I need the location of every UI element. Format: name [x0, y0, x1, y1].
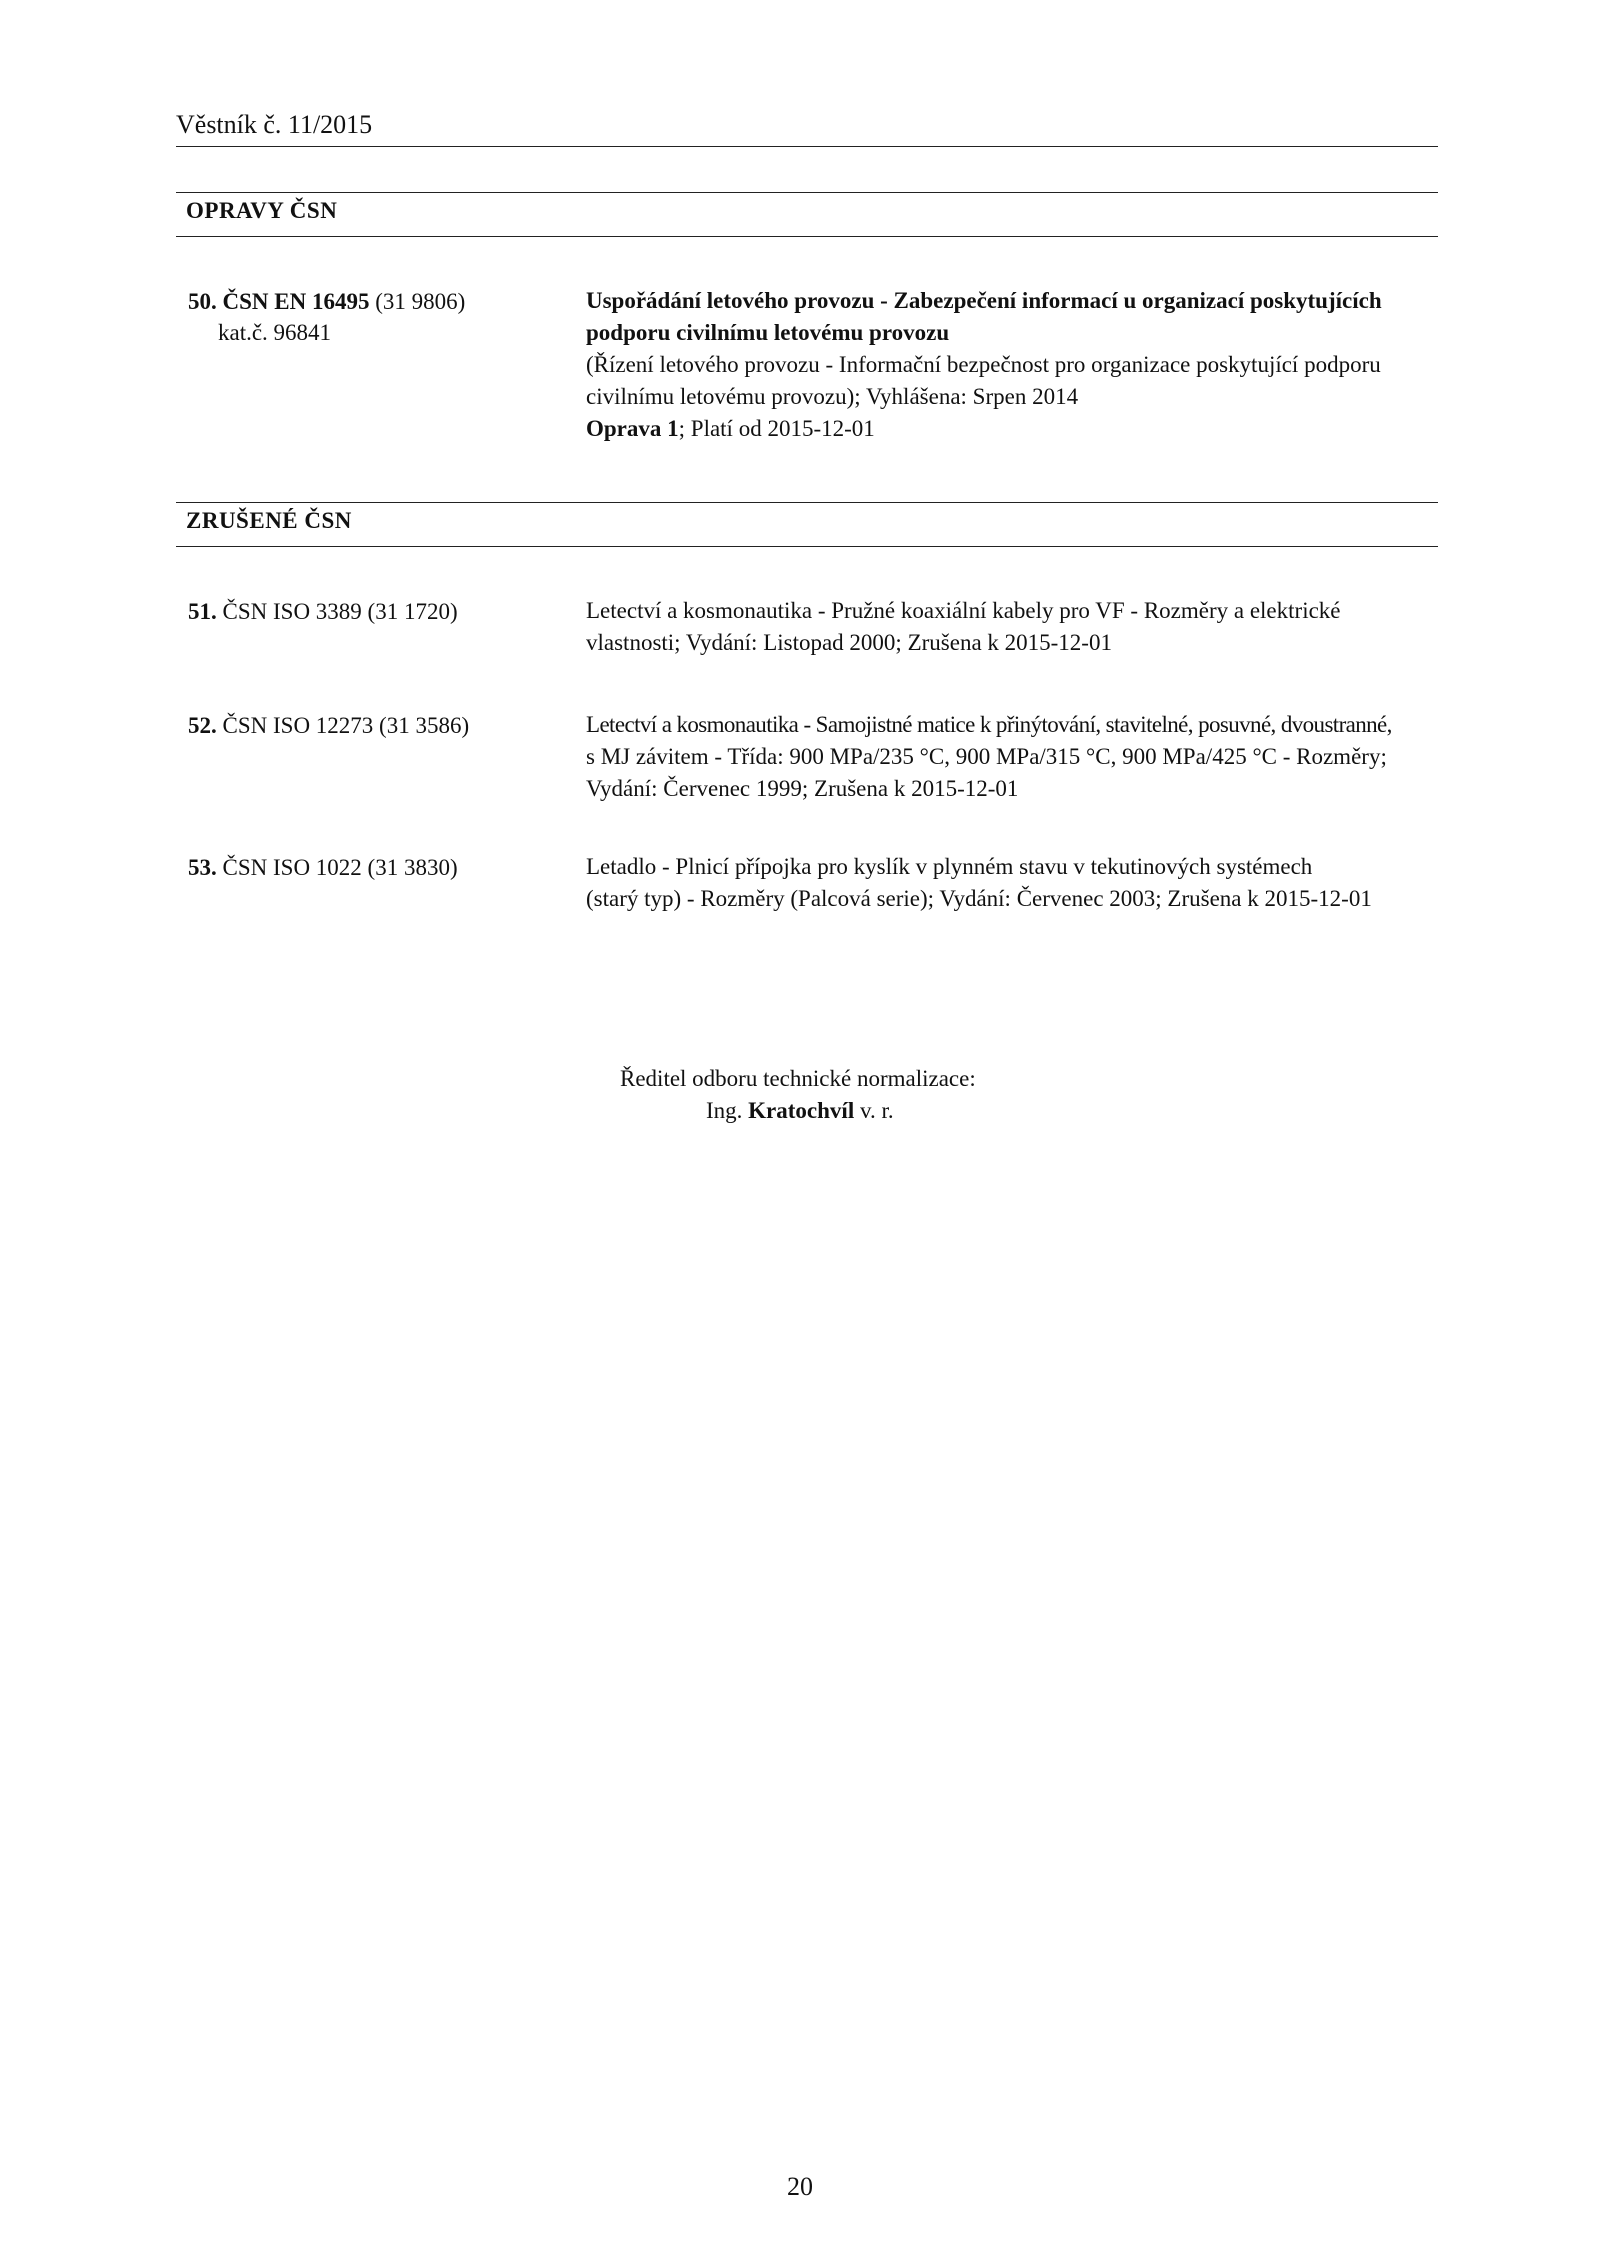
entry-code: ČSN ISO 3389 (31 1720)	[216, 599, 458, 624]
entry-number: 50.	[188, 289, 217, 314]
entry-code: ČSN ISO 1022 (31 3830)	[216, 855, 458, 880]
entry-52-description	[586, 709, 1438, 805]
section-title-zrusene: ZRUŠENÉ ČSN	[186, 508, 352, 533]
entry-desc-line: (Řízení letového provozu - Informační bezpečnost pro organizace poskytující podporu	[586, 352, 1381, 377]
entry-51-identifier	[188, 596, 458, 627]
signature-suffix: v. r.	[854, 1098, 894, 1123]
entry-number: 52.	[188, 713, 217, 738]
entry-correction-line	[586, 413, 1438, 445]
entry-desc-line: Letectví a kosmonautika - Samojistné matice k přinýtování, stavitelné, posuvné, dvoustranné,	[586, 712, 1392, 737]
entry-number: 51.	[188, 599, 217, 624]
header-rule	[176, 146, 1438, 147]
entry-desc-line: civilnímu letovému provozu); Vyhlášena: Srpen 2014	[586, 384, 1079, 409]
entry-code: ČSN EN 16495	[222, 289, 370, 314]
entry-desc-line: Letectví a kosmonautika - Pružné koaxiální kabely pro VF - Rozměry a elektrické	[586, 598, 1341, 623]
entry-title-line: podporu civilnímu letovému provozu	[586, 320, 950, 345]
entry-50-description	[586, 285, 1438, 445]
entry-desc-line: vlastnosti; Vydání: Listopad 2000; Zrušena k 2015-12-01	[586, 630, 1112, 655]
entry-53-identifier	[188, 852, 458, 883]
entry-catalog-number: kat.č. 96841	[218, 320, 332, 345]
signature-prefix: Ing.	[706, 1098, 749, 1123]
journal-header-title: Věstník č. 11/2015	[176, 110, 373, 139]
signature-name: Kratochvíl	[748, 1098, 855, 1123]
entry-50-identifier	[188, 286, 465, 348]
signature-name-line	[706, 1098, 894, 1124]
correction-label: Oprava 1	[586, 416, 679, 441]
entry-52-identifier	[188, 710, 469, 741]
entry-53-description	[586, 851, 1438, 915]
entry-class: (31 9806)	[369, 289, 466, 314]
entry-code: ČSN ISO 12273 (31 3586)	[216, 713, 470, 738]
section-rule-bottom	[176, 546, 1438, 547]
entry-title-line: Uspořádání letového provozu - Zabezpečení informací u organizací poskytujících	[586, 288, 1382, 313]
entry-desc-line: s MJ závitem - Třída: 900 MPa/235 °C, 900 MPa/315 °C, 900 MPa/425 °C - Rozměry;	[586, 744, 1387, 769]
entry-number: 53.	[188, 855, 217, 880]
entry-desc-line: Vydání: Červenec 1999; Zrušena k 2015-12-01	[586, 776, 1019, 801]
signature-role: Ředitel odboru technické normalizace:	[620, 1066, 976, 1091]
section-rule-bottom	[176, 236, 1438, 237]
section-rule-top	[176, 192, 1438, 193]
section-rule-top	[176, 502, 1438, 503]
entry-desc-line: (starý typ) - Rozměry (Palcová serie); Vydání: Červenec 2003; Zrušena k 2015-12-01	[586, 886, 1372, 911]
correction-validity: ; Platí od 2015-12-01	[678, 416, 875, 441]
section-title-opravy: OPRAVY ČSN	[186, 198, 338, 223]
page-number: 20	[787, 2172, 813, 2201]
entry-desc-line: Letadlo - Plnicí přípojka pro kyslík v plynném stavu v tekutinových systémech	[586, 854, 1313, 879]
entry-51-description	[586, 595, 1438, 659]
